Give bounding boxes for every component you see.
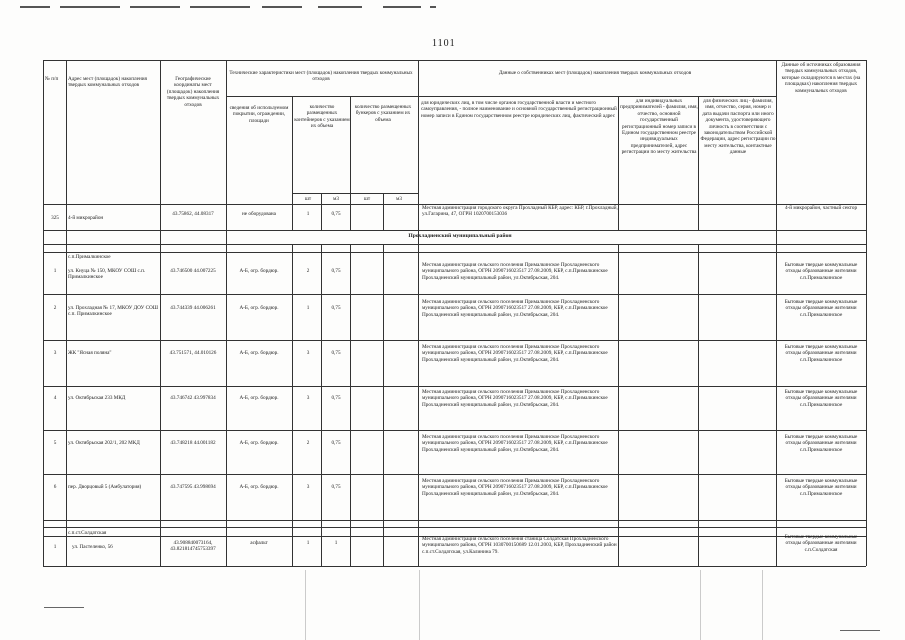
rowS-cont-n: 1 <box>306 540 310 546</box>
row325-cont-n: 1 <box>306 211 310 217</box>
row-owner: Местная администрация сельского поселения Прималкинское Прохладненского муниципального района, ОГРН 2090716023517 27.08.2009, КБР, с.п.Прималкинское Прохладненский муниципальный район, ул.Октябрьская, 204. <box>422 434 608 453</box>
row-cover: А-Б, огр. бордюр. <box>239 350 279 356</box>
row-address: ЖК "Ясная поляна" <box>68 350 112 356</box>
row-num: 6 <box>53 484 57 490</box>
grid-line <box>226 60 227 566</box>
header-coords: Географические координаты мест (площадок) накопления твердых коммунальных отходов <box>166 76 220 108</box>
grid-line <box>292 96 293 230</box>
row-num: 3 <box>53 350 57 356</box>
scan-bleed-line <box>305 570 306 640</box>
scan-bleed-line <box>840 630 880 631</box>
row-cont-n: 3 <box>306 484 310 490</box>
rowS-source: Бытовые твердые коммунальные отходы образованные жителями с.п.Солдатская <box>784 534 858 553</box>
row-coords: 43.748218 44.001182 <box>170 440 216 446</box>
row-cont-v: 0,75 <box>331 484 341 490</box>
row-cont-n: 2 <box>306 440 310 446</box>
row-num: 5 <box>53 440 57 446</box>
grid-line <box>43 527 866 528</box>
row-cont-v: 0,75 <box>331 395 341 401</box>
grid-line <box>43 230 866 231</box>
row-num: 2 <box>53 305 57 311</box>
row-cont-n: 2 <box>306 268 310 274</box>
grid-line <box>160 60 161 566</box>
row-address: пер. Дворцовый 5 (Амбулатория) <box>68 484 142 490</box>
header-num: № п/п <box>45 76 59 82</box>
header-owners-legal: для юридических лиц, в том числе органов государственной власти и местного самоуправления, - полное наименование и основной государственный регистрационный номер записи в Едином государственном реестре юридических лиц, фактический адрес <box>421 100 617 119</box>
scan-edge-mark <box>190 6 250 8</box>
grid-line <box>618 244 619 566</box>
row-address: ул. Кнуца № 150, МКОУ СОШ с.п. Прималкинское <box>68 268 146 281</box>
rowS-coords: 43.908840073164, 43.821814745753397 <box>170 540 216 553</box>
row-cover: А-Б, огр. бордюр. <box>239 268 279 274</box>
header-sources: Данные об источниках образования твердых коммунальных отходов, которые складируются в местах (на площадках) накопления твердых коммунальных отходов <box>781 62 861 94</box>
row-owner: Местная администрация сельского поселения Прималкинское Прохладненского муниципального района, ОГРН 2090716023517 27.08.2009, КБР, с.п.Прималкинское Прохладненский муниципальный район, ул.Октябрьская, 204. <box>422 478 608 497</box>
row325-cont-v: 0,75 <box>331 211 341 217</box>
unit-sht-bunk: шт <box>363 196 371 202</box>
row-address: ул. Прохладная № 17, МКОУ ДОУ СОШ с.п. Прималкинское <box>68 305 159 318</box>
row-cont-n: 3 <box>306 395 310 401</box>
row-cont-v: 0,75 <box>331 350 341 356</box>
row-cont-v: 0,75 <box>331 440 341 446</box>
row-num: 1 <box>53 268 57 274</box>
district-heading: Прохладненский муниципальный район <box>408 233 512 239</box>
rowS-num: 1 <box>53 544 57 550</box>
row-num: 4 <box>53 395 57 401</box>
scan-edge-mark <box>60 6 120 8</box>
grid-line <box>618 96 619 230</box>
header-owners-phys: для физических лиц - фамилия, имя, отчество, серия, номер и дата выдачи паспорта или иного документа, удостоверяющего личность в соответствии с законодательством Российской Федерации, адрес регистрации по месту жительства, контактные данные <box>700 98 776 156</box>
rowS-address: ул. Пастеленко, 56 <box>72 544 113 550</box>
row-coords: 43.744339 44.006261 <box>170 305 216 311</box>
header-address: Адрес мест (площадок) накопления твердых коммунальных отходов <box>68 76 147 89</box>
page-number: 1101 <box>432 38 456 49</box>
row325-owner: Местная администрация городского округа Прохладный КБР, адрес: КБР, г.Прохладный, ул.Гагарина, 47, ОГРН 1020700153036 <box>422 205 618 218</box>
row-source: Бытовые твердые коммунальные отходы образованные жителями с.п.Прималкинское <box>784 478 858 497</box>
header-owners-ip: для индивидуальных предпринимателей - фамилия, имя, отчество, основной государственный регистрационный номер записи в Едином государственном реестре индивидуальных предпринимателей, адрес регистрации по месту жительства <box>620 98 698 156</box>
rowS-owner: Местная администрация сельского поселения станица Солдатская Прохладненского муниципального района, ОГРН 1030700150689 12.01.2003, КБР, Прохладненский район с.п.ст.Солдатская, ул.Калинина 79. <box>422 536 617 555</box>
row-owner: Местная администрация сельского поселения Прималкинское Прохладненского муниципального района, ОГРН 2090716023517 27.08.2009, КБР, с.п.Прималкинское Прохладненский муниципальный район, ул.Октябрьская, 204. <box>422 299 608 318</box>
unit-sht-cont: шт <box>304 196 312 202</box>
grid-line <box>43 252 866 253</box>
scan-edge-mark <box>20 6 50 8</box>
grid-line <box>418 60 419 566</box>
grid-line <box>350 244 351 566</box>
grid-line <box>43 244 866 245</box>
row-coords: 43.751571, 44.010126 <box>169 350 217 356</box>
row-source: Бытовые твердые коммунальные отходы образованные жителями с.п.Прималкинское <box>784 389 858 408</box>
row-source: Бытовые твердые коммунальные отходы образованные жителями с.п.Прималкинское <box>784 299 858 318</box>
row-cover: А-Б, огр. бордюр. <box>239 395 279 401</box>
row-owner: Местная администрация сельского поселения Прималкинское Прохладненского муниципального района, ОГРН 2090716023517 27.08.2009, КБР, с.п.Прималкинское Прохладненский муниципальный район, ул.Октябрьская, 204. <box>422 262 608 281</box>
grid-line <box>698 244 699 566</box>
row325-coords: 43.75862, 44.08317 <box>172 211 214 217</box>
scan-edge-mark <box>383 6 421 8</box>
scan-bleed-line <box>762 570 763 640</box>
scan-bleed-line <box>419 570 420 640</box>
row-coords: 43.746500 44.007225 <box>170 268 216 274</box>
settlement-heading: с.п.Прималкинское <box>68 254 111 260</box>
row325-num: 325 <box>51 215 59 221</box>
scan-edge-mark <box>262 6 302 8</box>
header-tech: Технические характеристики мест (площадок) накопления твердых коммунальных отходов <box>229 70 413 83</box>
header-tech-containers: количество размещенных контейнеров с указанием их объема <box>294 104 350 130</box>
unit-m3-cont: м3 <box>333 196 339 202</box>
row325-source: 4-й микрорайон, частный сектор <box>784 205 858 211</box>
settlement-heading: с.п.ст.Солдатская <box>68 530 107 536</box>
row-cont-v: 0,75 <box>331 305 341 311</box>
header-owners: Данные о собственниках мест (площадок) накопления твердых коммунальных отходов <box>498 70 692 76</box>
row325-address: 4-й микрорайон <box>68 215 104 221</box>
row-cont-n: 3 <box>306 350 310 356</box>
scan-bleed-line <box>700 570 701 640</box>
row-coords: 43.746742 43.997834 <box>170 395 216 401</box>
row-source: Бытовые твердые коммунальные отходы образованные жителями с.п.Прималкинское <box>784 262 858 281</box>
grid-line <box>776 60 777 566</box>
row-cont-n: 1 <box>306 305 310 311</box>
grid-line <box>698 96 699 230</box>
row-source: Бытовые твердые коммунальные отходы образованные жителями с.п.Прималкинское <box>784 434 858 453</box>
row-cover: А-Б, огр. бордюр. <box>239 440 279 446</box>
grid-line <box>43 566 866 567</box>
row-address: ул. Октябрьская 202/1, 202 МКД <box>68 440 140 446</box>
grid-line <box>66 60 67 566</box>
row-coords: 43.747595 43.998694 <box>170 484 216 490</box>
grid-line <box>226 96 776 97</box>
scan-edge-mark <box>318 6 362 8</box>
row-cover: А-Б, огр. бордюр. <box>239 305 279 311</box>
row-source: Бытовые твердые коммунальные отходы образованные жителями с.п.Прималкинское <box>784 344 858 363</box>
row-owner: Местная администрация сельского поселения Прималкинское Прохладненского муниципального района, ОГРН 2090716023517 27.08.2009, КБР, с.п.Прималкинское Прохладненский муниципальный район, ул.Октябрьская, 204. <box>422 389 608 408</box>
grid-line <box>383 244 384 566</box>
row-cover: А-Б, огр. бордюр. <box>239 484 279 490</box>
row-cont-v: 0,75 <box>331 268 341 274</box>
scan-edge-mark <box>430 6 436 8</box>
unit-m3-bunk: м3 <box>396 196 402 202</box>
header-tech-bunkers: количество размещенных бункеров с указанием их объема <box>354 104 412 123</box>
rowS-cover: асфальт <box>250 540 268 546</box>
grid-line <box>350 96 351 230</box>
grid-line <box>292 244 293 566</box>
grid-line <box>292 193 418 194</box>
rowS-cont-v: 1 <box>334 540 338 546</box>
header-tech-cover: сведения об используемом покрытии, ограждении, площади <box>229 105 289 124</box>
row-owner: Местная администрация сельского поселения Прималкинское Прохладненского муниципального района, ОГРН 2090716023517 27.08.2009, КБР, с.п.Прималкинское Прохладненский муниципальный район, ул.Октябрьская, 204. <box>422 344 608 363</box>
grid-line <box>866 60 867 566</box>
scan-bleed-line <box>44 607 84 608</box>
grid-line <box>43 60 866 61</box>
row-address: ул. Октябрьская 233 МКД <box>68 395 126 401</box>
row325-cover: не оборудована <box>242 211 276 217</box>
scan-edge-mark <box>130 6 180 8</box>
